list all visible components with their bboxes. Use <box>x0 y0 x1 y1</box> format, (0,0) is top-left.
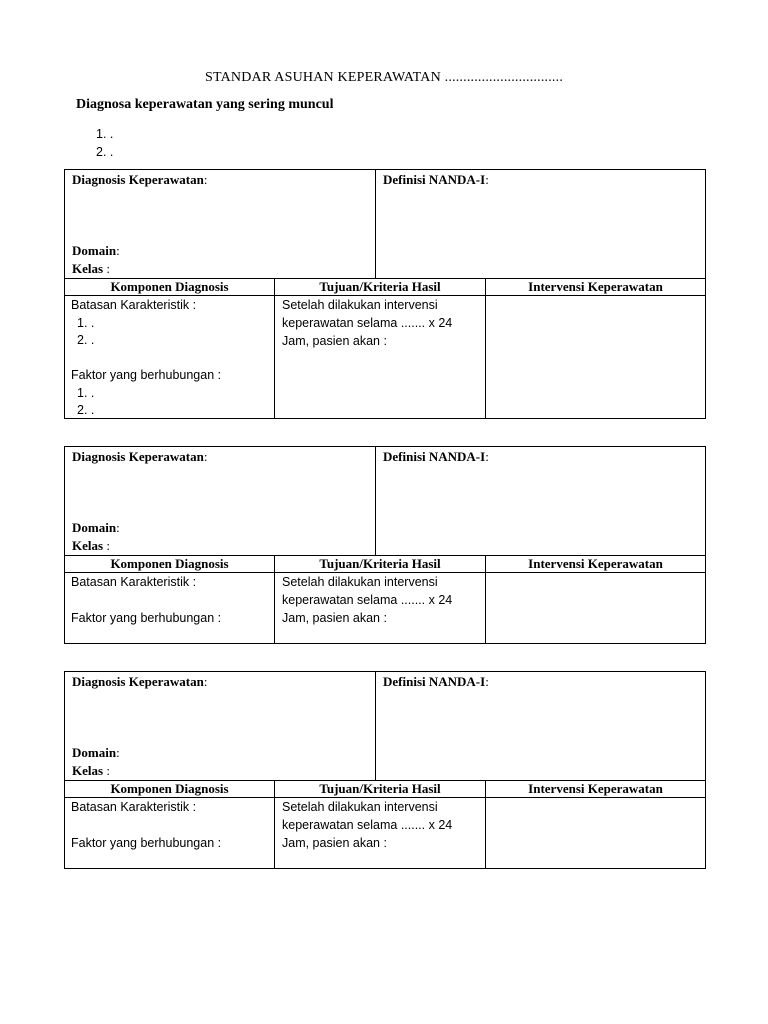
faktor-label: Faktor yang berhubungan : <box>71 368 222 382</box>
diagnosis-row <box>65 672 705 781</box>
column-header: Intervensi Keperawatan <box>528 781 663 796</box>
definition-label: Definisi NANDA-I: <box>383 172 489 187</box>
diagnosis-row <box>65 170 705 279</box>
column-header-row <box>65 555 705 573</box>
batasan-label: Batasan Karakteristik : <box>71 800 197 814</box>
kelas-label: Kelas : <box>72 261 110 276</box>
goal-text: keperawatan selama ....... x 24 <box>282 593 453 607</box>
list-item: 1. . <box>96 127 114 141</box>
goal-text: Jam, pasien akan : <box>282 836 387 850</box>
definition-cell <box>376 447 705 555</box>
goal-text: keperawatan selama ....... x 24 <box>282 316 453 330</box>
component-cell <box>65 573 275 643</box>
list-item: 1. . <box>77 316 95 330</box>
kelas-label: Kelas : <box>72 763 110 778</box>
faktor-label: Faktor yang berhubungan : <box>71 836 222 850</box>
column-header: Komponen Diagnosis <box>65 278 275 295</box>
diagnosis-label: Diagnosis Keperawatan: <box>72 449 208 464</box>
diagnosis-label: Diagnosis Keperawatan: <box>72 674 208 689</box>
page-subtitle: Diagnosa keperawatan yang sering muncul <box>76 97 334 112</box>
list-item: 2. . <box>96 145 114 159</box>
goal-text: Setelah dilakukan intervensi <box>282 575 438 589</box>
domain-label: Domain: <box>72 745 120 760</box>
goal-cell <box>275 296 486 418</box>
component-cell <box>65 798 275 868</box>
definition-label: Definisi NANDA-I: <box>383 674 489 689</box>
care-standard-table-3 <box>64 671 706 869</box>
column-header: Komponen Diagnosis <box>65 780 275 797</box>
diagnosis-list <box>96 125 113 161</box>
list-item: 2. . <box>77 403 95 417</box>
batasan-label: Batasan Karakteristik : <box>71 298 197 312</box>
diagnosis-row <box>65 447 705 556</box>
definition-cell <box>376 672 705 780</box>
goal-cell <box>275 573 486 643</box>
definition-cell <box>376 170 705 278</box>
goal-text: keperawatan selama ....... x 24 <box>282 818 453 832</box>
intervention-cell <box>486 296 705 418</box>
kelas-label: Kelas : <box>72 538 110 553</box>
batasan-label: Batasan Karakteristik : <box>71 575 197 589</box>
page-title: STANDAR ASUHAN KEPERAWATAN ................................ <box>204 70 564 85</box>
intervention-cell <box>486 573 705 643</box>
table-body <box>65 573 705 643</box>
column-header: Tujuan/Kriteria Hasil <box>275 278 486 295</box>
goal-text: Setelah dilakukan intervensi <box>282 800 438 814</box>
column-header: Intervensi Keperawatan <box>528 279 663 294</box>
diagnosis-label: Diagnosis Keperawatan: <box>72 172 208 187</box>
domain-label: Domain: <box>72 520 120 535</box>
care-standard-table-1 <box>64 169 706 419</box>
table-body <box>65 798 705 868</box>
domain-label: Domain: <box>72 243 120 258</box>
diagnosis-cell <box>65 672 376 780</box>
component-cell <box>65 296 275 418</box>
column-header: Intervensi Keperawatan <box>528 556 663 571</box>
goal-text: Jam, pasien akan : <box>282 334 387 348</box>
goal-cell <box>275 798 486 868</box>
goal-text: Jam, pasien akan : <box>282 611 387 625</box>
definition-label: Definisi NANDA-I: <box>383 449 489 464</box>
diagnosis-cell <box>65 447 376 555</box>
column-header-row <box>65 278 705 296</box>
column-header-row <box>65 780 705 798</box>
column-header: Tujuan/Kriteria Hasil <box>275 555 486 572</box>
list-item: 1. . <box>77 386 95 400</box>
goal-text: Setelah dilakukan intervensi <box>282 298 438 312</box>
faktor-label: Faktor yang berhubungan : <box>71 611 222 625</box>
column-header: Komponen Diagnosis <box>65 555 275 572</box>
list-item: 2. . <box>77 333 95 347</box>
diagnosis-cell <box>65 170 376 278</box>
intervention-cell <box>486 798 705 868</box>
table-body <box>65 296 705 418</box>
care-standard-table-2 <box>64 446 706 644</box>
column-header: Tujuan/Kriteria Hasil <box>275 780 486 797</box>
